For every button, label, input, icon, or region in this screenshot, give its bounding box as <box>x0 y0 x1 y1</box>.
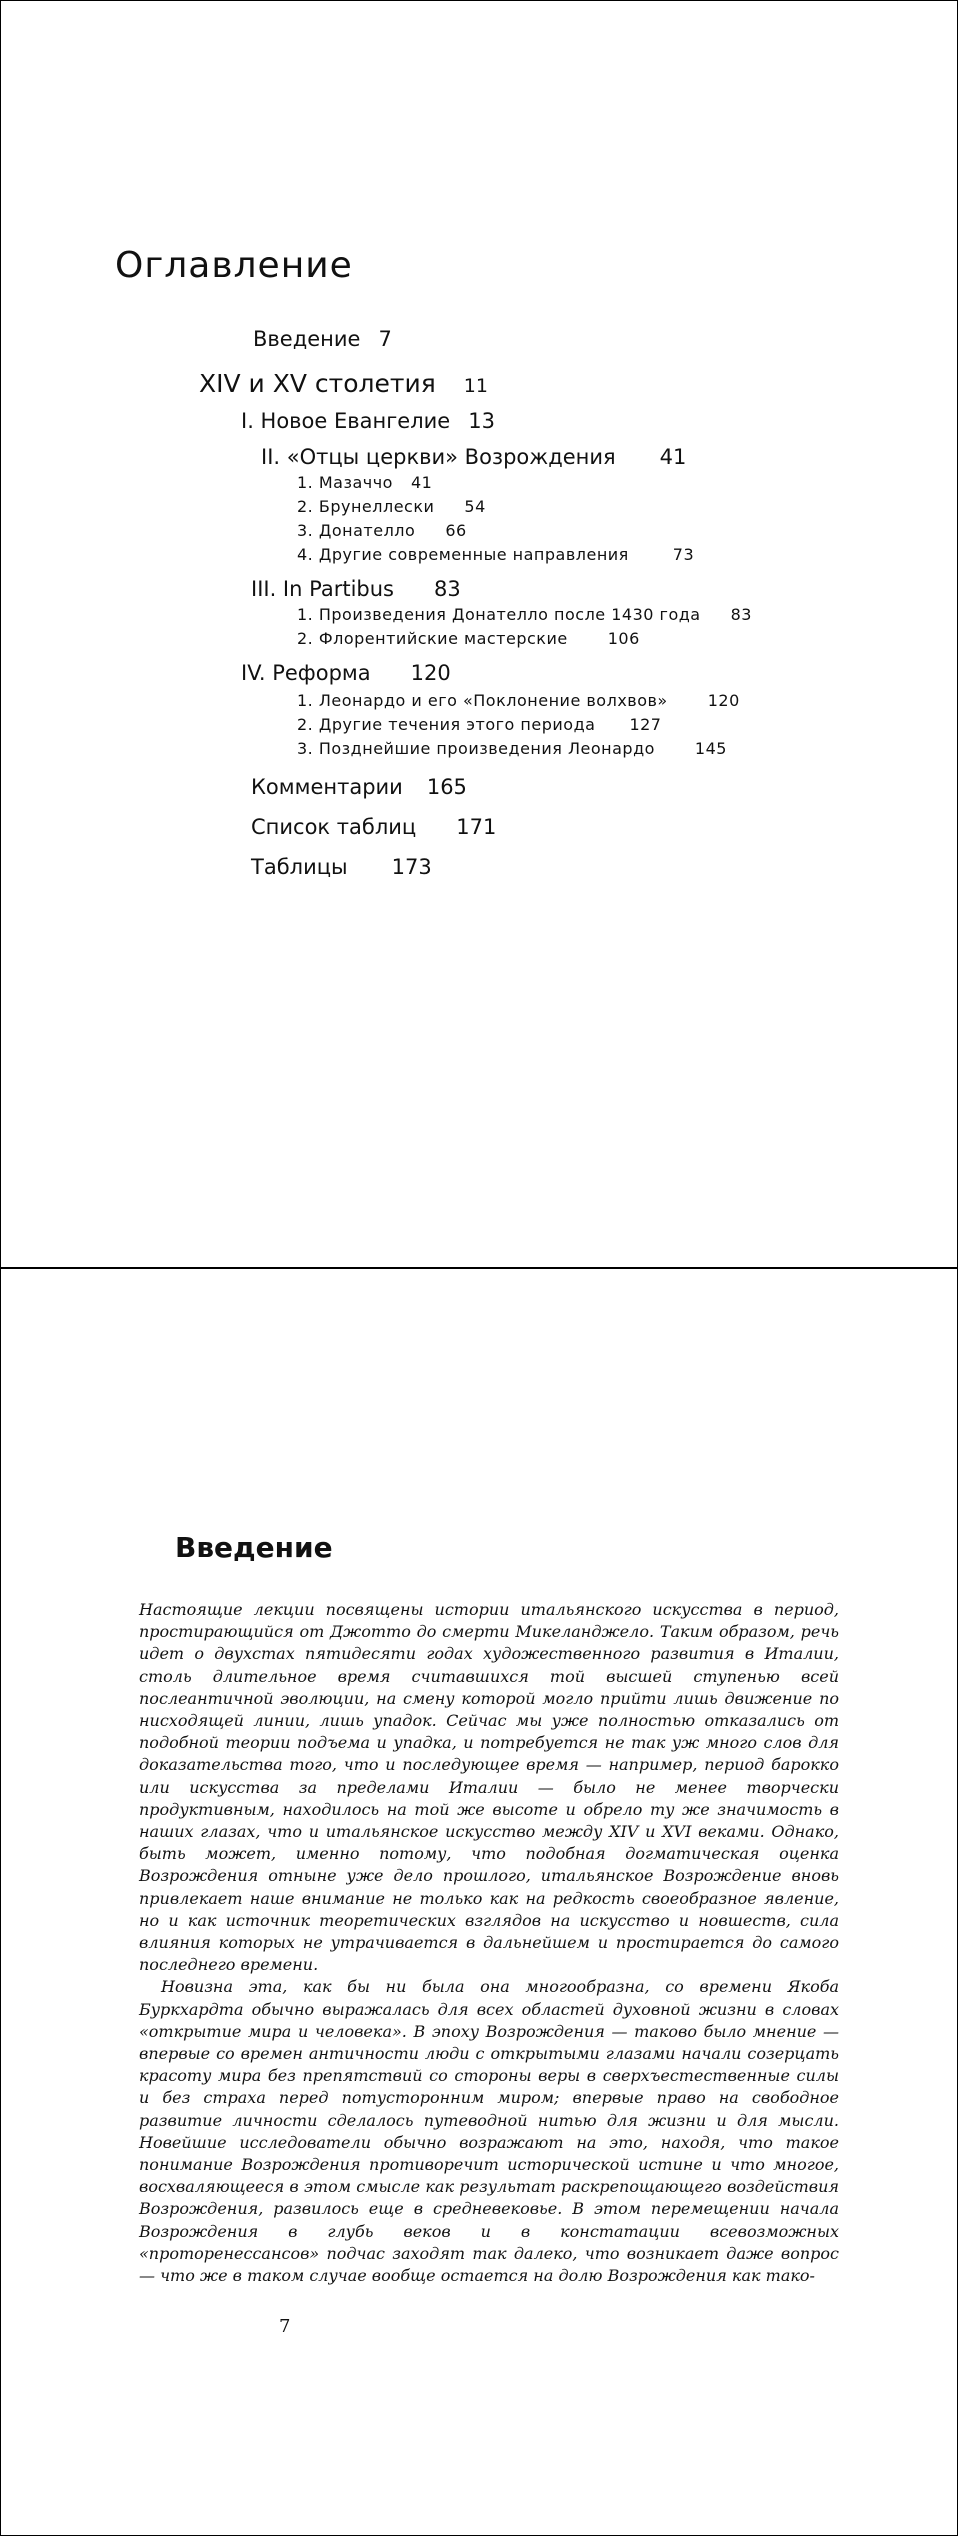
toc-entry-plates[interactable] <box>251 855 432 879</box>
toc-entry-page: 83 <box>730 605 752 624</box>
toc-entry-page: 7 <box>378 327 392 351</box>
toc-subentry[interactable] <box>297 629 640 648</box>
toc-entry-label: Комментарии <box>251 775 403 799</box>
toc-entry-label: 3. Позднейшие произведения Леонардо <box>297 739 655 758</box>
toc-entry-page: 127 <box>629 715 662 734</box>
toc-entry-label: I. Новое Евангелие <box>241 409 451 433</box>
toc-entry-label: 2. Брунеллески <box>297 497 435 516</box>
toc-entry-label: Таблицы <box>251 855 348 879</box>
page-number: 7 <box>279 2316 291 2337</box>
toc-page <box>0 0 958 1268</box>
intro-page <box>0 1268 958 2536</box>
toc-entry-label: 3. Донателло <box>297 521 416 540</box>
toc-entry-page: 41 <box>410 473 433 492</box>
paragraph: Настоящие лекции посвящены истории итальянского искусства в период, простирающийся от Джотто до смерти Микеланджело. Таким образом, речь идет о двухстах пятидесяти годах художественного развития в Италии, столь длительное время считавшихся той высшей ступенью всей послеантичной эволюции, на смену которой могло прийти лишь движение по нисходящей линии, лишь упадок. Сейчас мы уже полностью отказались от подобной теории подъема и упадка, и потребуется не так уж много слов для доказательства того, что и последующее время — например, период барокко или искусства за пределами Италии — было не менее творчески продуктивным, находилось на той же высоте и обрело ту же значимость в наших глазах, что и итальянское искусство между XIV и XVI веками. Однако, быть может, именно потому, что подобная догматическая оценка Возрождения отныне уже дело прошлого, итальянское Возрождение вновь привлекает наше внимание не только как на редкость своеобразное явление, но и как источник теоретических взглядов на искусство и новшеств, сила влияния которых не утрачивается в дальнейшем и простирается до самого последнего времени. <box>139 1600 839 1975</box>
toc-entry-label: 2. Флорентийские мастерские <box>297 629 568 648</box>
toc-entry-label: 1. Произведения Донателло после 1430 года <box>297 605 701 624</box>
toc-entry-plates-list[interactable] <box>251 815 496 839</box>
toc-subentry[interactable] <box>297 605 752 624</box>
toc-entry-page: 13 <box>468 409 495 433</box>
toc-subentry[interactable] <box>297 473 432 492</box>
toc-entry-page: 120 <box>707 691 740 710</box>
intro-title: Введение <box>175 1531 333 1564</box>
toc-entry-page: 145 <box>694 739 727 758</box>
toc-entry-page: 120 <box>410 661 451 685</box>
toc-entry-label: 2. Другие течения этого периода <box>297 715 596 734</box>
toc-subentry[interactable] <box>297 521 467 540</box>
toc-entry-page: 173 <box>391 855 432 879</box>
toc-entry-page: 41 <box>659 445 687 469</box>
toc-entry-intro[interactable] <box>253 327 392 351</box>
toc-entry-comments[interactable] <box>251 775 467 799</box>
toc-entry-label: II. «Отцы церкви» Возрождения <box>261 445 616 469</box>
toc-subentry[interactable] <box>297 715 661 734</box>
toc-entry-page: 106 <box>607 629 640 648</box>
toc-entry-label: 1. Леонардо и его «Поклонение волхвов» <box>297 691 668 710</box>
toc-subentry[interactable] <box>297 739 727 758</box>
toc-part-heading[interactable] <box>199 369 488 398</box>
toc-subentry[interactable] <box>297 545 694 564</box>
toc-entry-label: III. In Partibus <box>251 577 394 601</box>
toc-entry-label: IV. Реформа <box>241 661 371 685</box>
toc-chapter[interactable] <box>241 661 451 685</box>
paragraph: Новизна эта, как бы ни была она многообразна, со времени Якоба Буркхардта обычно выражалась для всех областей духовной жизни в словах «открытие мира и человека». В эпоху Возрождения — таково было мнение — впервые со времен античности люди с открытыми глазами начали созерцать красоту мира без препятствий со стороны веры в сверхъестественные силы и без страха перед потусторонним миром; впервые право на свободное развитие личности сделалось путеводной нитью для жизни и для мысли. Новейшие исследователи обычно возражают на это, находя, что такое понимание Возрождения противоречит исторической истине и что многое, восхваляющееся в этом смысле как результат раскрепощающего воздействия Возрождения, развилось еще в средневековье. В этом перемещении начала Возрождения в глубь веков и в констатации всевозможных «проторенессансов» подчас заходят так далеко, что возникает даже вопрос — что же в таком случае вообще остается на долю Возрождения как тако- <box>139 1977 839 2286</box>
toc-entry-label: 1. Мазаччо <box>297 473 393 492</box>
toc-title: Оглавление <box>115 245 353 286</box>
toc-entry-page: 54 <box>464 497 486 516</box>
toc-entry-label: XIV и XV столетия <box>199 369 436 398</box>
toc-entry-label: Список таблиц <box>251 815 417 839</box>
toc-subentry[interactable] <box>297 497 486 516</box>
toc-entry-page: 171 <box>456 815 497 839</box>
toc-entry-page: 66 <box>445 521 467 540</box>
toc-chapter[interactable] <box>241 409 495 433</box>
toc-entry-label: Введение <box>253 327 361 351</box>
toc-chapter[interactable] <box>261 445 686 469</box>
intro-body <box>139 1599 839 2287</box>
toc-entry-page: 83 <box>433 577 461 601</box>
toc-entry-page: 11 <box>463 375 488 397</box>
toc-subentry[interactable] <box>297 691 740 710</box>
toc-entry-page: 165 <box>426 775 467 799</box>
toc-entry-page: 73 <box>672 545 695 564</box>
toc-entry-label: 4. Другие современные направления <box>297 545 629 564</box>
toc-chapter[interactable] <box>251 577 461 601</box>
